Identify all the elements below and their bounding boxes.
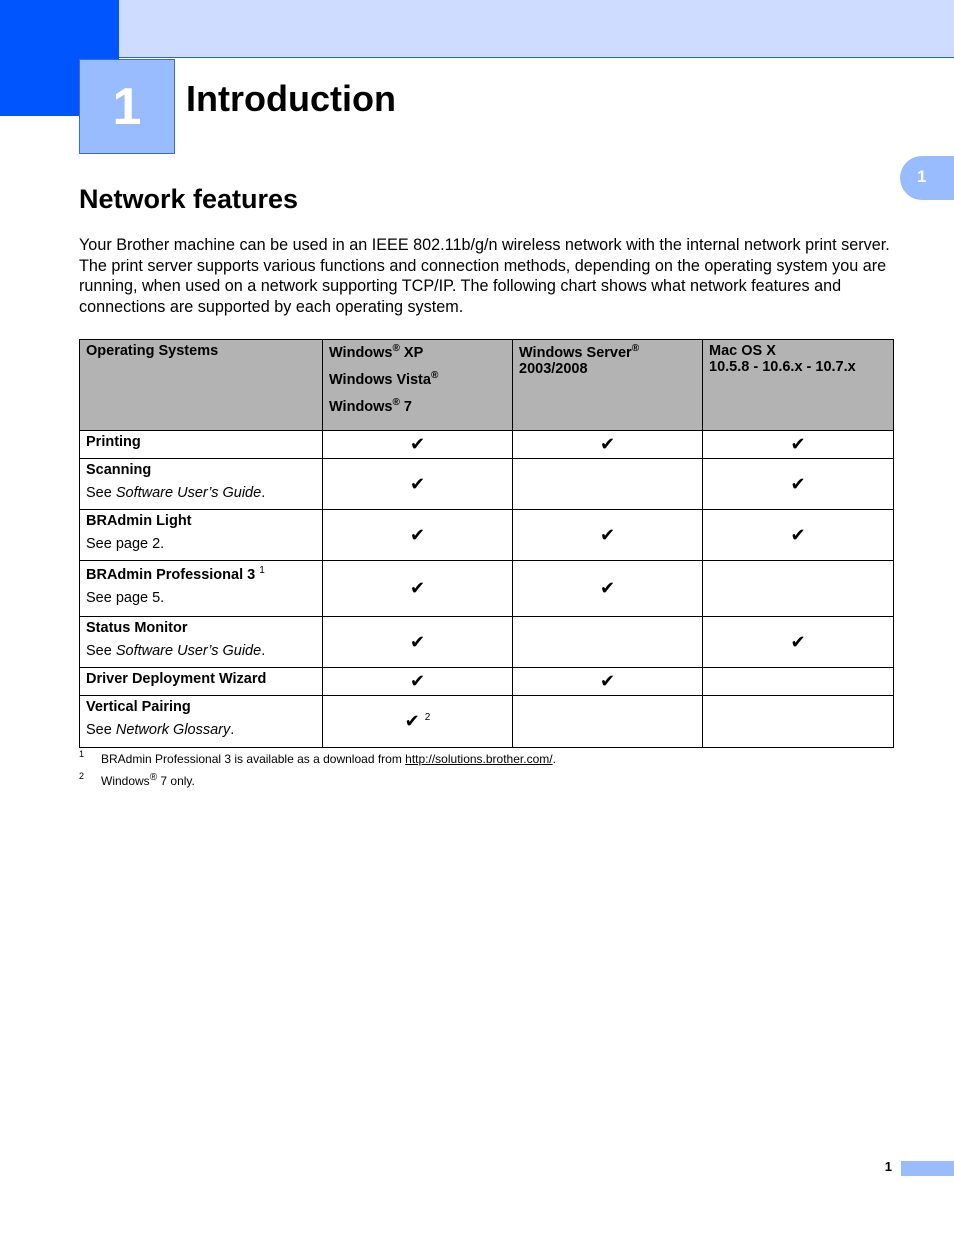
chapter-number-box: [79, 59, 175, 154]
header-windows-server: Windows Server® 2003/2008: [513, 340, 703, 431]
footnote-ref: 1: [259, 565, 265, 577]
empty-cell: [703, 668, 894, 696]
table-row: [80, 431, 894, 459]
feature-cell: [80, 510, 323, 561]
check-icon: ✔: [703, 459, 894, 510]
feature-reference: See Software User’s Guide.: [86, 643, 266, 659]
check-icon: ✔: [703, 617, 894, 668]
table-row: [80, 510, 894, 561]
empty-cell: [513, 696, 703, 748]
feature-name: Scanning: [86, 462, 152, 478]
table-row: [80, 696, 894, 748]
table-row: [80, 561, 894, 617]
header-windows: [323, 340, 513, 431]
check-icon: ✔: [703, 431, 894, 459]
feature-cell: [80, 459, 323, 510]
feature-name: Status Monitor: [86, 620, 188, 636]
chapter-side-tab: [900, 156, 954, 200]
chapter-title: Introduction: [186, 78, 396, 119]
feature-name: Printing: [86, 434, 141, 450]
feature-reference: See Software User’s Guide.: [86, 485, 266, 501]
check-icon: ✔: [513, 561, 703, 617]
footer-bar: [901, 1161, 954, 1176]
empty-cell: [703, 561, 894, 617]
empty-cell: [513, 459, 703, 510]
check-icon: ✔: [323, 668, 513, 696]
header-windows-7: Windows® 7: [329, 397, 412, 415]
header-windows-vista: Windows Vista®: [329, 370, 439, 388]
check-icon: ✔: [513, 510, 703, 561]
feature-name: Driver Deployment Wizard: [86, 671, 267, 687]
feature-name: Vertical Pairing: [86, 699, 191, 715]
check-icon: ✔: [323, 431, 513, 459]
feature-cell: [80, 617, 323, 668]
feature-name: BRAdmin Light: [86, 513, 192, 529]
feature-cell: [80, 431, 323, 459]
header-operating-systems: Operating Systems: [80, 340, 323, 431]
check-icon: ✔: [404, 711, 420, 731]
table-header-row: [80, 340, 894, 431]
footnote-ref: 2: [424, 712, 431, 723]
check-icon: ✔: [323, 459, 513, 510]
check-cell: [323, 696, 513, 748]
check-icon: ✔: [323, 617, 513, 668]
empty-cell: [513, 617, 703, 668]
check-icon: ✔: [323, 561, 513, 617]
check-icon: ✔: [703, 510, 894, 561]
solutions-link[interactable]: http://solutions.brother.com/: [405, 752, 553, 766]
check-icon: ✔: [323, 510, 513, 561]
intro-paragraph: Your Brother machine can be used in an IEEE 802.11b/g/n wireless network with the internal network print server. The print server supports various functions and connection methods, depending on the operating system you are running, when used on a network supporting TCP/IP. The following chart shows what network features and connections are supported by each operating system.: [79, 236, 890, 316]
chapter-tab-number: 1: [917, 167, 927, 186]
header-mac-os: Mac OS X 10.5.8 - 10.6.x - 10.7.x: [703, 340, 894, 431]
header-band: [119, 0, 954, 58]
section-title: Network features: [79, 184, 299, 214]
page-number: 1: [884, 1159, 892, 1174]
check-icon: ✔: [513, 431, 703, 459]
header-divider: [119, 57, 954, 58]
feature-reference: See Network Glossary.: [86, 722, 235, 738]
check-icon: ✔: [513, 668, 703, 696]
feature-reference: See page 2.: [86, 536, 165, 552]
header-windows-xp: Windows® XP: [329, 343, 424, 361]
empty-cell: [703, 696, 894, 748]
features-table: [79, 339, 894, 748]
feature-name: BRAdmin Professional 3: [86, 567, 256, 583]
feature-cell: [80, 696, 323, 748]
table-row: [80, 617, 894, 668]
table-row: [80, 668, 894, 696]
chapter-number: 1: [112, 77, 142, 136]
feature-cell: [80, 668, 323, 696]
table-row: [80, 459, 894, 510]
feature-reference: See page 5.: [86, 590, 165, 606]
feature-cell: [80, 561, 323, 617]
